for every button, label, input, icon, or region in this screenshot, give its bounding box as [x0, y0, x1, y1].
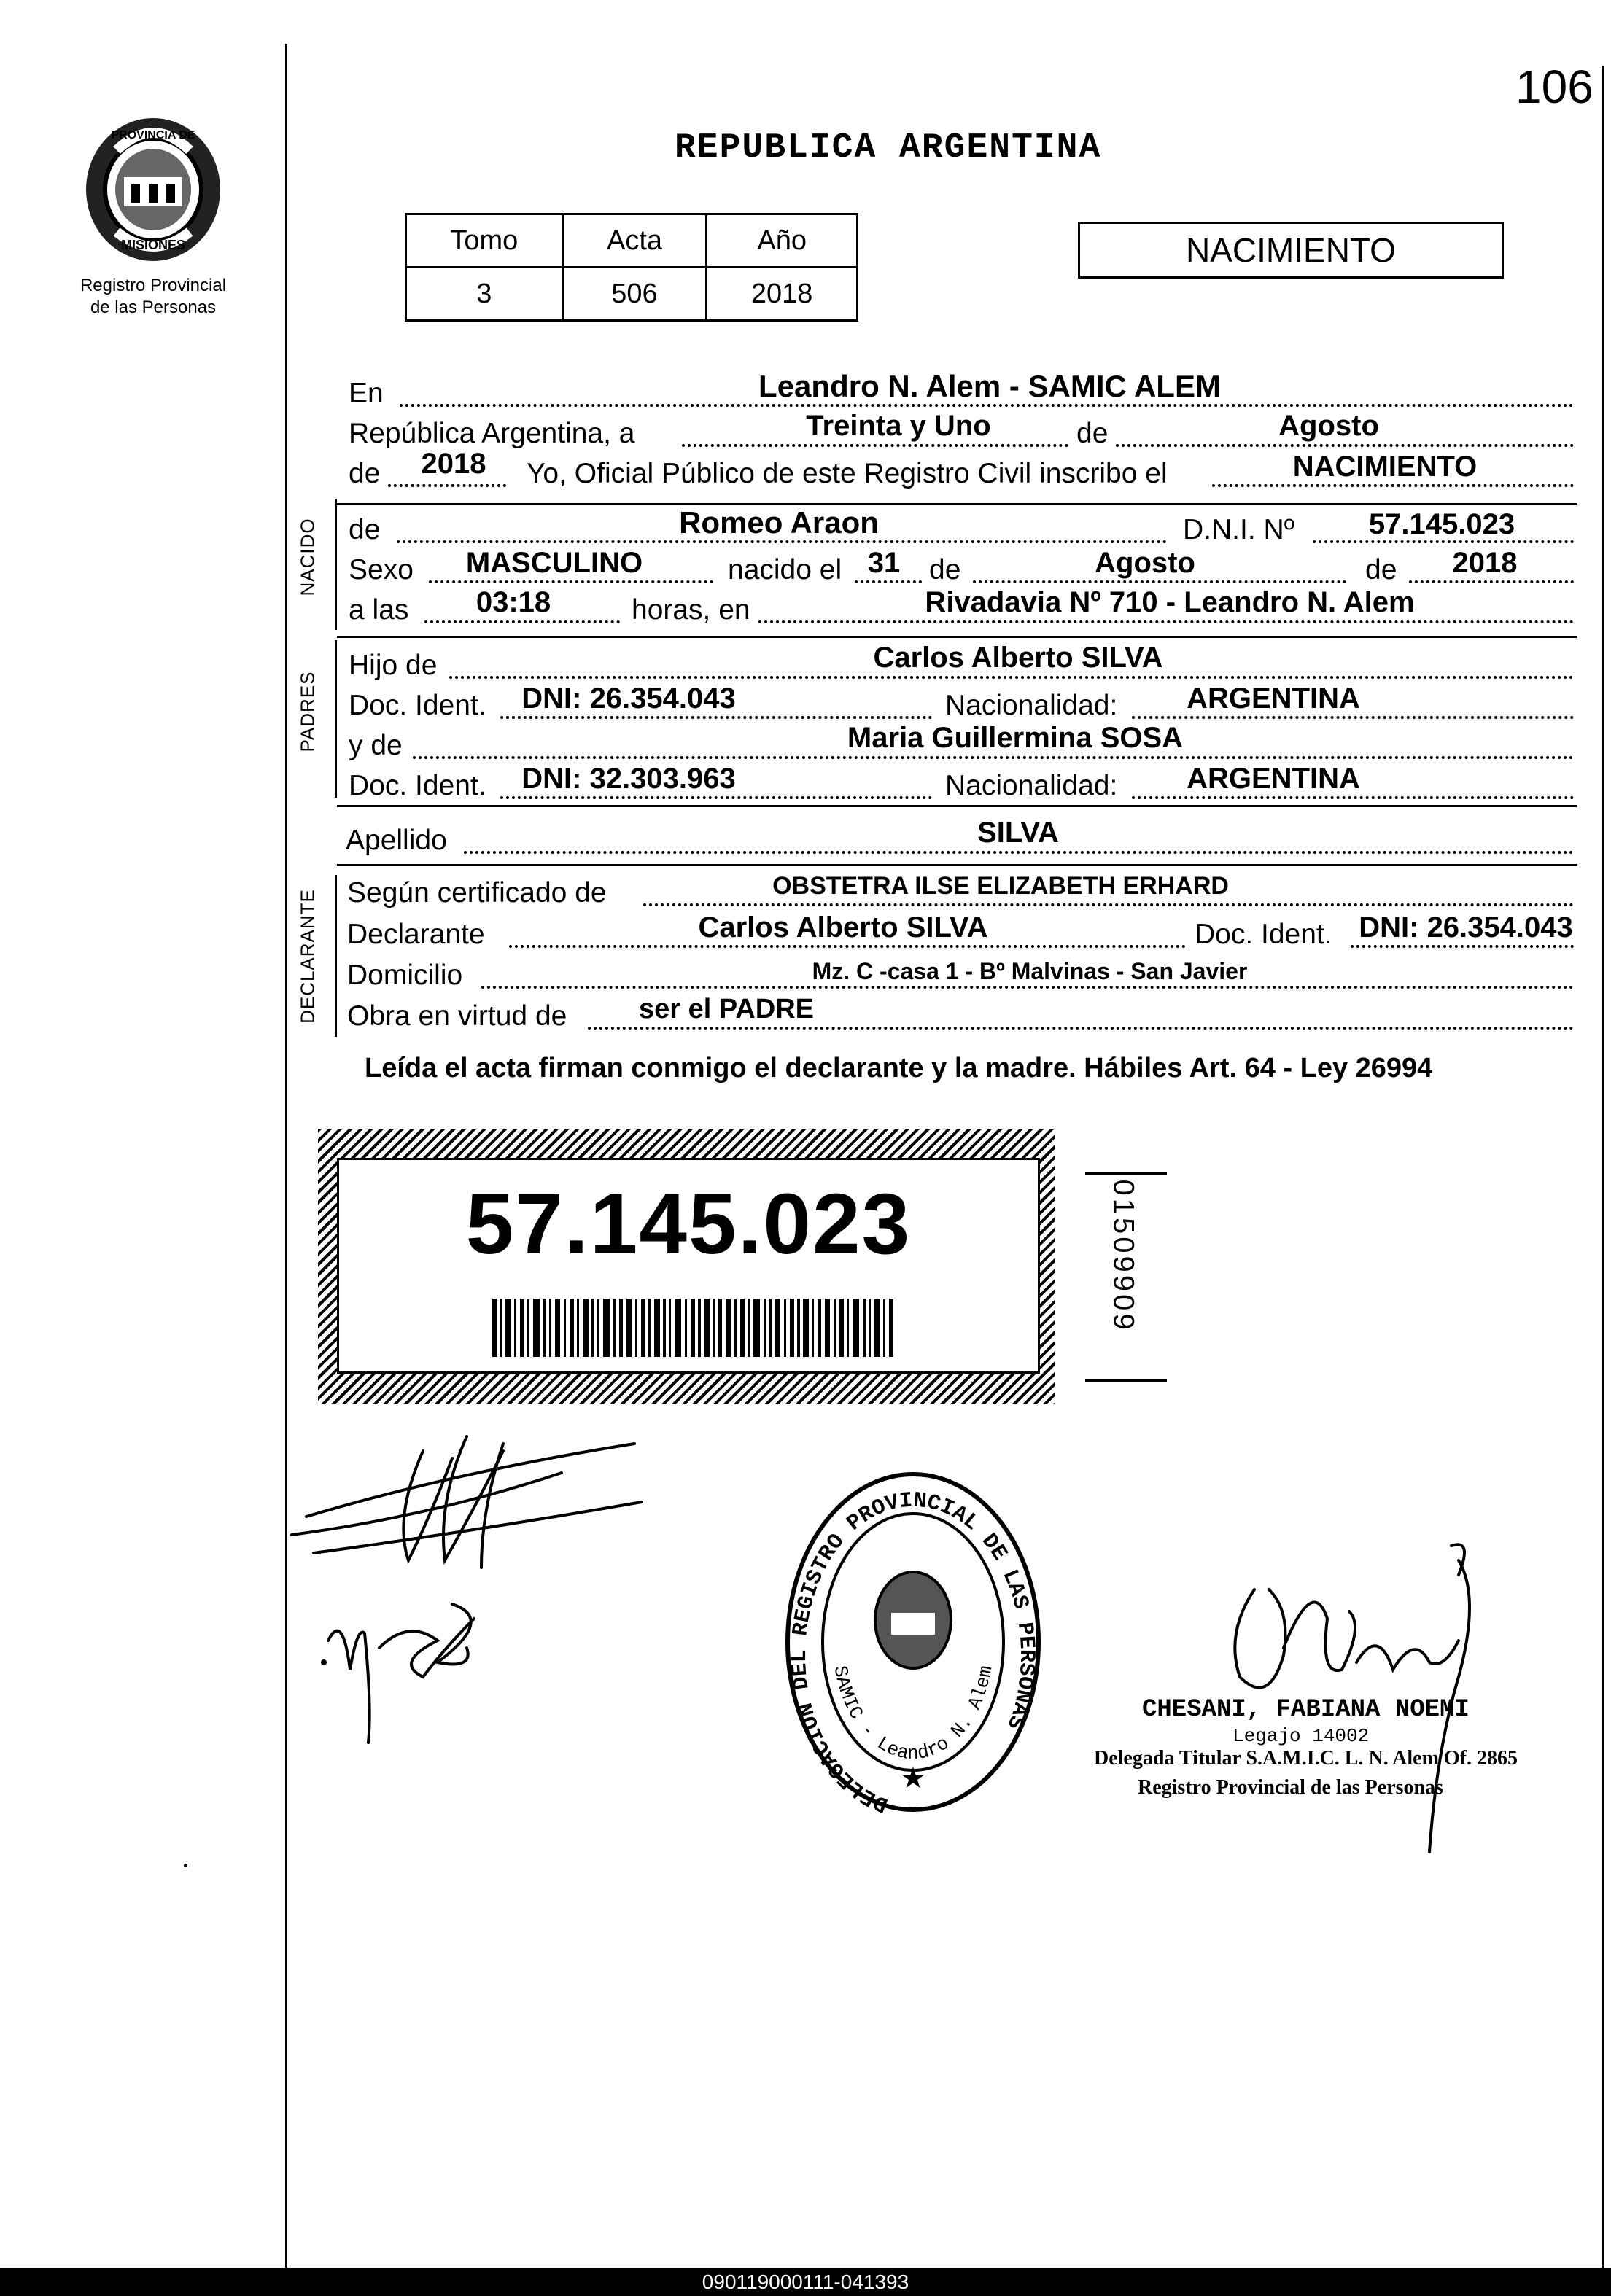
declarant-address: Mz. C -casa 1 - Bº Malvinas - San Javier [812, 958, 1248, 984]
birth-place: Rivadavia Nº 710 - Leandro N. Alem [925, 586, 1415, 618]
provincial-seal-icon [73, 108, 233, 276]
father-nationality: ARGENTINA [1187, 682, 1360, 715]
act-type-label: NACIMIENTO [1186, 231, 1396, 269]
nacido-el-label: nacido el [728, 554, 842, 585]
sexo-label: Sexo [349, 554, 414, 585]
registration-type: NACIMIENTO [1292, 451, 1478, 483]
section-bracket-nacido [335, 499, 337, 630]
volume-header-acta: Acta [562, 214, 707, 268]
a-las-label: a las [349, 594, 409, 626]
declarant-name: Carlos Alberto SILVA [698, 911, 988, 943]
section-rule [337, 864, 1577, 866]
certificate-label: Según certificado de [347, 877, 607, 908]
dots [973, 580, 1346, 583]
section-rule [337, 503, 1577, 505]
birth-day: 31 [867, 547, 901, 579]
declarant-signature [284, 1429, 664, 1750]
dots [400, 404, 1574, 407]
year-prefix-label: de [349, 458, 381, 489]
dots [855, 580, 922, 583]
dots [682, 444, 1068, 447]
sticker-dni-number: 57.145.023 [465, 1176, 912, 1272]
volume-value-ano: 2018 [707, 268, 858, 321]
sticker-inner-panel [337, 1158, 1040, 1374]
registry-office: Leandro N. Alem - SAMIC ALEM [758, 369, 1221, 403]
official-role: Delegada Titular S.A.M.I.C. L. N. Alem Of. 2865 [1094, 1747, 1518, 1770]
footer-bar [0, 2268, 1611, 2296]
dots [509, 945, 1186, 948]
dots [397, 540, 1167, 543]
certificate-issuer: OBSTETRA ILSE ELIZABETH ERHARD [772, 872, 1229, 900]
dots [1351, 945, 1574, 948]
dni-label: D.N.I. Nº [1183, 514, 1294, 545]
declarant-doc-label: Doc. Ident. [1195, 919, 1332, 950]
obra-label: Obra en virtud de [347, 1000, 567, 1032]
father-name: Carlos Alberto SILVA [873, 642, 1163, 674]
mother-nat-label: Nacionalidad: [945, 770, 1118, 801]
dni-sticker [318, 1129, 1055, 1404]
father-nat-label: Nacionalidad: [945, 690, 1118, 721]
dots [643, 903, 1574, 906]
hijo-de-label: Hijo de [349, 650, 438, 681]
father-doc: DNI: 26.354.043 [521, 682, 736, 715]
closing-statement: Leída el acta firman conmigo el declarante y la madre. Hábiles Art. 64 - Ley 26994 [365, 1053, 1433, 1083]
mother-doc-label: Doc. Ident. [349, 770, 486, 801]
republic-label: República Argentina, a [349, 418, 635, 449]
registration-month: Agosto [1278, 410, 1379, 442]
de-label: de [1076, 418, 1109, 449]
seal-top-text: PROVINCIA DE [111, 129, 195, 141]
birth-year: 2018 [1452, 547, 1518, 579]
svg-text:SAMIC - Leandro N. Alem [829, 1664, 998, 1764]
section-bracket-padres [335, 640, 337, 798]
serial-rule-bottom [1085, 1379, 1167, 1382]
en-label: En [349, 378, 384, 409]
declarant-capacity: ser el PADRE [638, 994, 815, 1024]
volume-value-tomo: 3 [406, 268, 563, 321]
father-doc-label: Doc. Ident. [349, 690, 486, 721]
de-label-2: de [929, 554, 961, 585]
mother-doc: DNI: 32.303.963 [521, 763, 736, 795]
dots [758, 620, 1574, 623]
domicilio-label: Domicilio [347, 960, 463, 991]
official-name: CHESANI, FABIANA NOEMI [1142, 1696, 1470, 1724]
child-sex: MASCULINO [465, 547, 643, 579]
official-registry: Registro Provincial de las Personas [1138, 1776, 1443, 1799]
registration-year: 2018 [421, 448, 486, 480]
section-rule [337, 636, 1577, 638]
dots [388, 484, 506, 487]
dots [1212, 484, 1574, 487]
birth-time: 03:18 [475, 586, 551, 618]
padres-section-label: PADRES [296, 671, 319, 752]
stamp-ring-text: DELEGACION DEL REGISTRO PROVINCIAL DE LAS PERSONAS [788, 1488, 1039, 1817]
registry-name-line2: de las Personas [90, 297, 217, 317]
dots [500, 716, 932, 719]
seal-bottom-text: MISIONES [120, 238, 186, 252]
dots [588, 1027, 1574, 1030]
scan-mark [184, 1864, 187, 1867]
dots [481, 986, 1574, 989]
left-margin-line [285, 44, 287, 2268]
act-type-box [1078, 222, 1504, 279]
dots [1409, 580, 1574, 583]
child-name: Romeo Araon [679, 505, 879, 540]
dots [1116, 444, 1574, 447]
dots [424, 620, 620, 623]
dots [500, 796, 932, 799]
section-bracket-declarante [335, 875, 337, 1037]
volume-header-tomo: Tomo [406, 214, 563, 268]
mother-nationality: ARGENTINA [1187, 763, 1360, 795]
dots [429, 580, 713, 583]
child-dni: 57.145.023 [1368, 508, 1515, 540]
page-number: 106 [1515, 61, 1593, 113]
declarante-section-label: DECLARANTE [296, 889, 319, 1024]
country-title: REPUBLICA ARGENTINA [675, 128, 1102, 168]
registry-name-line1: Registro Provincial [79, 276, 227, 295]
stamp-star-icon: ★ [900, 1762, 926, 1794]
volume-table [405, 213, 858, 322]
barcode-icon [492, 1299, 893, 1357]
nacido-de-label: de [349, 514, 381, 545]
dots [464, 851, 1574, 854]
officer-text: Yo, Oficial Público de este Registro Civil inscribo el [527, 458, 1168, 489]
official-legajo: Legajo 14002 [1232, 1725, 1370, 1747]
declarante-label: Declarante [347, 919, 485, 950]
dots [1132, 796, 1574, 799]
de-label-3: de [1365, 554, 1397, 585]
registration-day: Treinta y Uno [806, 410, 991, 442]
dots [449, 676, 1574, 679]
volume-header-ano: Año [707, 214, 858, 268]
horas-label: horas, en [632, 594, 750, 626]
stamp-inner-text: SAMIC - Leandro N. Alem [828, 1664, 998, 1764]
registry-stamp [782, 1467, 1044, 1817]
apellido-label: Apellido [346, 825, 447, 856]
sticker-serial: 01509909 [1107, 1179, 1140, 1333]
right-margin-line [1602, 66, 1604, 2268]
surname: SILVA [977, 817, 1059, 849]
dots [413, 756, 1574, 759]
declarant-doc: DNI: 26.354.043 [1359, 911, 1573, 943]
mother-name: Maria Guillermina SOSA [847, 722, 1184, 754]
footer-code: 090119000111-041393 [702, 2270, 909, 2293]
nacido-section-label: NACIDO [296, 518, 319, 596]
y-de-label: y de [349, 730, 403, 761]
section-rule [337, 805, 1577, 807]
volume-value-acta: 506 [562, 268, 707, 321]
birth-month: Agosto [1095, 547, 1195, 579]
dots [1132, 716, 1574, 719]
